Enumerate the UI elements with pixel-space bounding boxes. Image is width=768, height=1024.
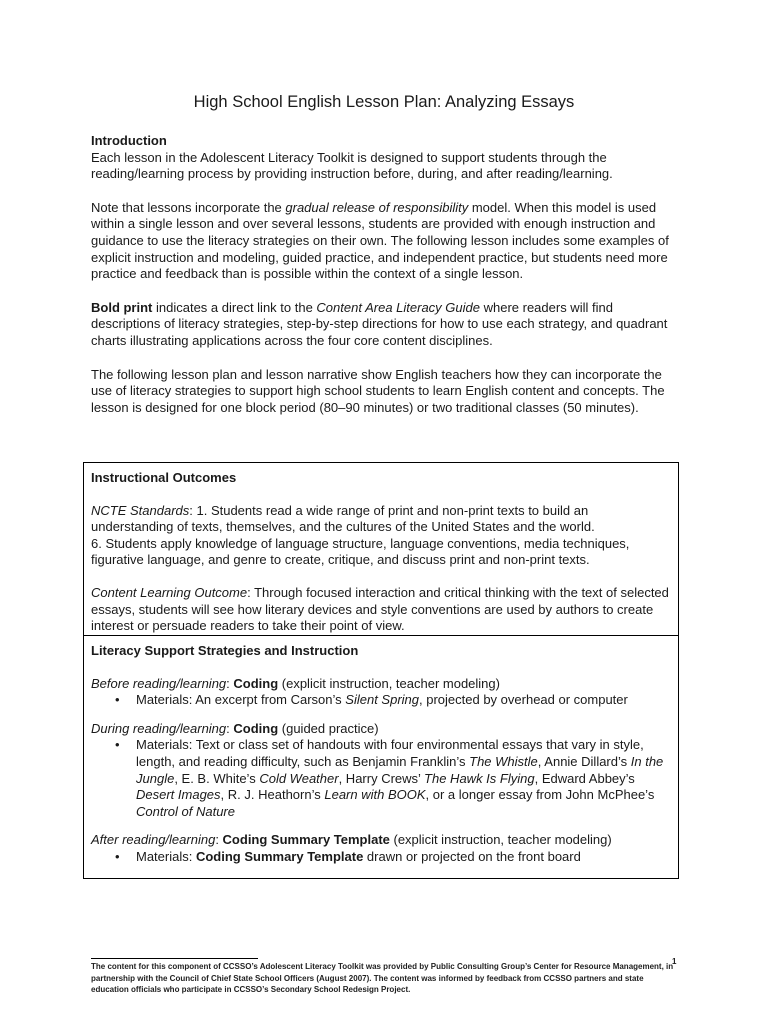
bold-print-label: Bold print [91, 299, 153, 315]
page-title: High School English Lesson Plan: Analyzing Essays [193, 93, 575, 111]
bullet-icon: • [115, 737, 120, 753]
materials-text-run: , Edward Abbey’s [534, 770, 635, 786]
materials-text-run: , R. J. Heathorn’s [220, 787, 325, 803]
essay-title: The Whistle [469, 753, 538, 769]
materials-text-run: , Harry Crews’ [338, 770, 425, 786]
essay-title: Desert Images [136, 787, 221, 803]
intro-paragraph-3: Bold print indicates a direct link to the Content Area Literacy Guide where readers will find descriptions of literacy strategies, step-by-step directions for how to use each strategy, and quadrant charts illustrating applications across the four core content disciplines. [91, 299, 668, 348]
page-number: 1 [672, 957, 677, 966]
list-item [115, 737, 671, 820]
materials-text-run: , E. B. White’s [174, 770, 260, 786]
intro-paragraph-4: The following lesson plan and lesson narrative show English teachers how they can incorporate the use of literacy strategies to support high school students to learn English content and concepts. The lesson is designed for one block period (80–90 minutes) or two traditional classes (50 minutes). [91, 366, 665, 415]
essay-title: Control of Nature [136, 803, 235, 819]
emphasis-literacy-guide: Content Area Literacy Guide [316, 299, 480, 315]
during-materials-list [91, 737, 671, 820]
essay-title: The Hawk Is Flying [424, 770, 535, 786]
list-item: • Materials: An excerpt from Carson’s Silent Spring, projected by overhead or computer [115, 692, 628, 708]
literacy-strategies-box [83, 635, 679, 879]
ncte-standards: NCTE Standards: 1. Students read a wide range of print and non-print texts to build an understanding of texts, themselves, and the cultures of the United States and the world. 6. Students apply knowledge of language structure, language conventions, media techniques, figurative language, and genre to create, critique, and discuss print and non-print texts. [91, 502, 630, 568]
introduction-section [91, 133, 681, 416]
intro-paragraph-1: Each lesson in the Adolescent Literacy Toolkit is designed to support students through the reading/learning process by providing instruction before, during, and after reading/learning. [91, 149, 613, 182]
essay-title: In the Jungle [136, 753, 664, 786]
footnote-divider [91, 958, 258, 959]
bullet-icon: • [115, 692, 120, 708]
materials-text-run: , or a longer essay from John McPhee’s [425, 787, 655, 803]
content-learning-outcome: Content Learning Outcome: Through focused interaction and critical thinking with the text of selected essays, students will see how literary devices and style conventions are used by authors to create interest or persuade readers to take their point of view. [91, 584, 669, 634]
materials-text-run: Materials: Text or class set of handouts with four environmental essays that vary in style, length, and reading difficulty, such as Benjamin Franklin’s [136, 737, 644, 769]
introduction-heading: Introduction [91, 133, 167, 148]
bullet-icon: • [115, 848, 120, 864]
essay-title: Learn with BOOK [324, 787, 426, 803]
materials-text-run: , Annie Dillard’s [537, 753, 631, 769]
during-materials-text [136, 737, 663, 818]
instructional-outcomes-box [83, 462, 679, 636]
before-materials-list [91, 692, 671, 709]
footnote-text: The content for this component of CCSSO’s Adolescent Literacy Toolkit was provided by Public Consulting Group’s Center for Resource Management, in partnership with the Council of Chief State School Officers (August 2007). The content was informed by feedback from CCSSO partners and state education officials who participate in CCSSO’s Secondary School Redesign Project. [91, 962, 674, 994]
after-reading-line: After reading/learning: Coding Summary Template (explicit instruction, teacher modeling) [91, 832, 612, 848]
outcomes-heading: Instructional Outcomes [91, 470, 237, 485]
before-reading-line: Before reading/learning: Coding (explicit instruction, teacher modeling) [91, 675, 500, 691]
after-materials-list [91, 849, 671, 866]
strategies-heading: Literacy Support Strategies and Instruction [91, 643, 359, 658]
essay-title: Cold Weather [259, 770, 339, 786]
emphasis-gradual-release: gradual release of responsibility [285, 199, 469, 215]
during-reading-line: During reading/learning: Coding (guided practice) [91, 720, 379, 736]
list-item: • Materials: Coding Summary Template drawn or projected on the front board [115, 848, 581, 864]
intro-paragraph-2: Note that lessons incorporate the gradual release of responsibility model. When this model is used within a single lesson and over several lessons, students are provided with enough instruction and guidance to use the literacy strategies on their own. The following lesson includes some examples of explicit instruction and modeling, guided practice, and independent practice, but students need more practice and feedback than is possible within the context of a single lesson. [91, 199, 669, 282]
